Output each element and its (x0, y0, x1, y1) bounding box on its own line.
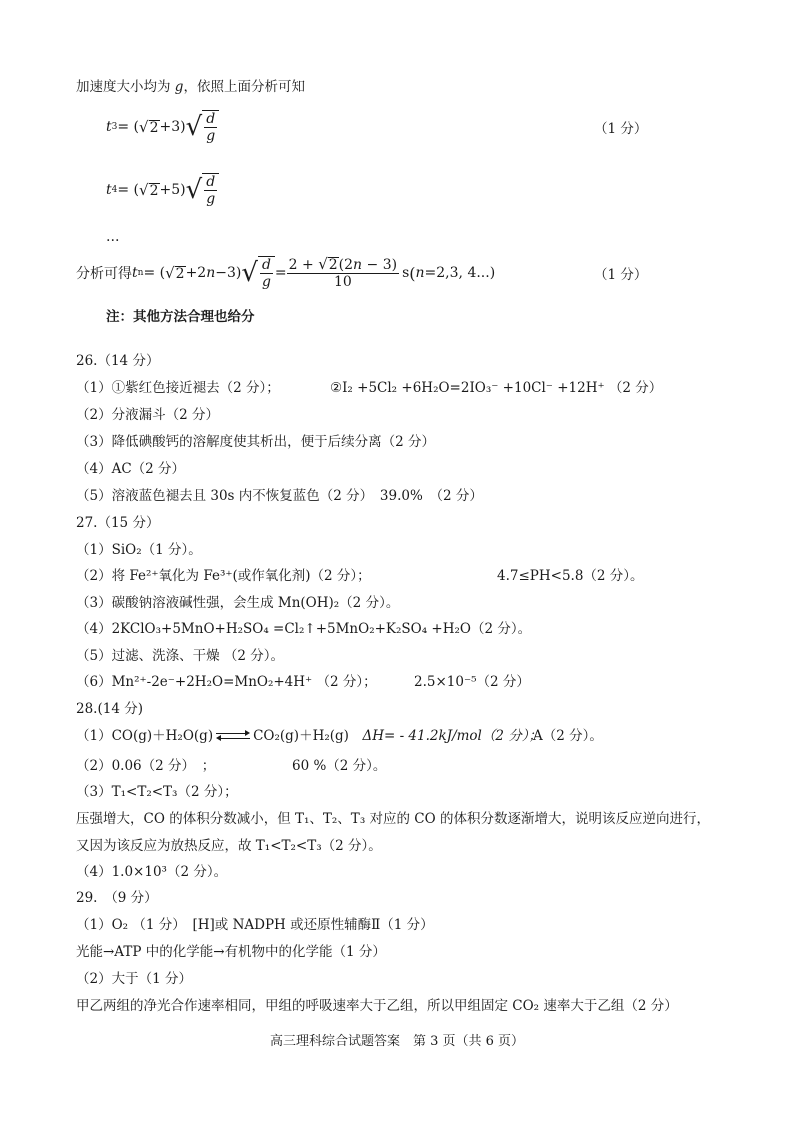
q28-line2b: 60 %（2 分）。 (292, 758, 387, 774)
q26-line5: （5）溶液蓝色褪去且 30s 内不恢复蓝色（2 分） 39.0% （2 分） (76, 488, 483, 504)
q29-line3: （2）大于（1 分） (76, 971, 192, 987)
score-t3: （1 分） (594, 121, 648, 137)
q27-line2b: 4.7≤PH<5.8（2 分）。 (497, 568, 644, 584)
q27-line1: （1）SiO₂（1 分）。 (76, 542, 202, 558)
q27-line6b: 2.5×10⁻⁵（2 分） (414, 674, 530, 690)
q26-title: 26.（14 分） (76, 353, 160, 369)
q28-line6: （4）1.0×10³（2 分）。 (76, 864, 228, 880)
note: 注：其他方法合理也给分 (106, 309, 255, 325)
equation-t3: t 3 = ( √ 2 +3) √ $\frac{d}{g}$ (106, 110, 219, 144)
q26-line1a: （1）①紫红色接近褪去（2 分）； (76, 380, 280, 396)
q28-title: 28.(14 分) (76, 701, 143, 717)
q27-line6a: （6）Mn²⁺-2e⁻+2H₂O=MnO₂+4H⁺ （2 分）； (76, 674, 377, 690)
q26-line4: （4）AC（2 分） (76, 461, 186, 477)
q27-line3: （3）碳酸钠溶液碱性强，会生成 Mn(OH)₂（2 分）。 (76, 595, 400, 611)
q27-line5: （5）过滤、洗涤、干燥 （2 分）。 (76, 648, 285, 664)
intro-line: 加速度大小均为 g，依照上面分析可知 (76, 79, 305, 95)
q27-title: 27.（15 分） (76, 515, 160, 531)
q28-line3: （3）T₁<T₂<T₃（2 分）； (76, 784, 238, 800)
q26-line3: （3）降低碘酸钙的溶解度使其析出，便于后续分离（2 分） (76, 434, 435, 450)
score-tn: （1 分） (594, 267, 648, 283)
q28-line4: 压强增大，CO 的体积分数减小，但 T₁、T₂、T₃ 对应的 CO 的体积分数逐渐增大，说明该反应逆向进行， (76, 811, 710, 827)
q28-line2a: （2）0.06（2 分） ； (76, 758, 216, 774)
ellipsis: … (106, 229, 120, 245)
q27-line4: （4）2KClO₃+5MnO+H₂SO₄ =Cl₂↑+5MnO₂+K₂SO₄ +H₂O（2 分）。 (76, 621, 532, 637)
equation-tn: 分析可得 t n = ( √ 2 +2 n −3) √ $\frac{d}{g}$ = $\frac{2 + √2(2n - 3)}{10}$ s ( n =2,3, 4...) (76, 254, 496, 290)
q28-line1: （1）CO(g)＋H₂O(g) CO₂(g)＋H₂(g) ΔH= - 41.2kJ/mol（2 分）； (76, 728, 543, 744)
q29-line4: 甲乙两组的净光合作速率相同，甲组的呼吸速率大于乙组，所以甲组固定 CO₂ 速率大于乙组（2 分） (76, 998, 678, 1014)
equation-t4: t 4 = ( √ 2 +5) √ $\frac{d}{g}$ (106, 173, 219, 207)
equilibrium-arrow-icon (216, 732, 250, 742)
q28-line5: 又因为该反应为放热反应，故 T₁<T₂<T₃（2 分）。 (76, 838, 382, 854)
q28-line1d: A（2 分）。 (533, 728, 603, 744)
q27-line2a: （2）将 Fe²⁺氧化为 Fe³⁺(或作氧化剂)（2 分）； (76, 568, 371, 584)
q26-line1b: ②I₂ +5Cl₂ +6H₂O=2IO₃⁻ +10Cl⁻ +12H⁺ （2 分） (330, 380, 663, 396)
q29-line2: 光能→ATP 中的化学能→有机物中的化学能（1 分） (76, 944, 386, 960)
page-footer: 高三理科综合试题答案 第 3 页（共 6 页） (269, 1034, 525, 1049)
q29-title: 29. （9 分） (76, 890, 158, 906)
q29-line1: （1）O₂ （1 分） [H]或 NADPH 或还原性辅酶Ⅱ（1 分） (76, 917, 434, 933)
q26-line2: （2）分液漏斗（2 分） (76, 407, 219, 423)
